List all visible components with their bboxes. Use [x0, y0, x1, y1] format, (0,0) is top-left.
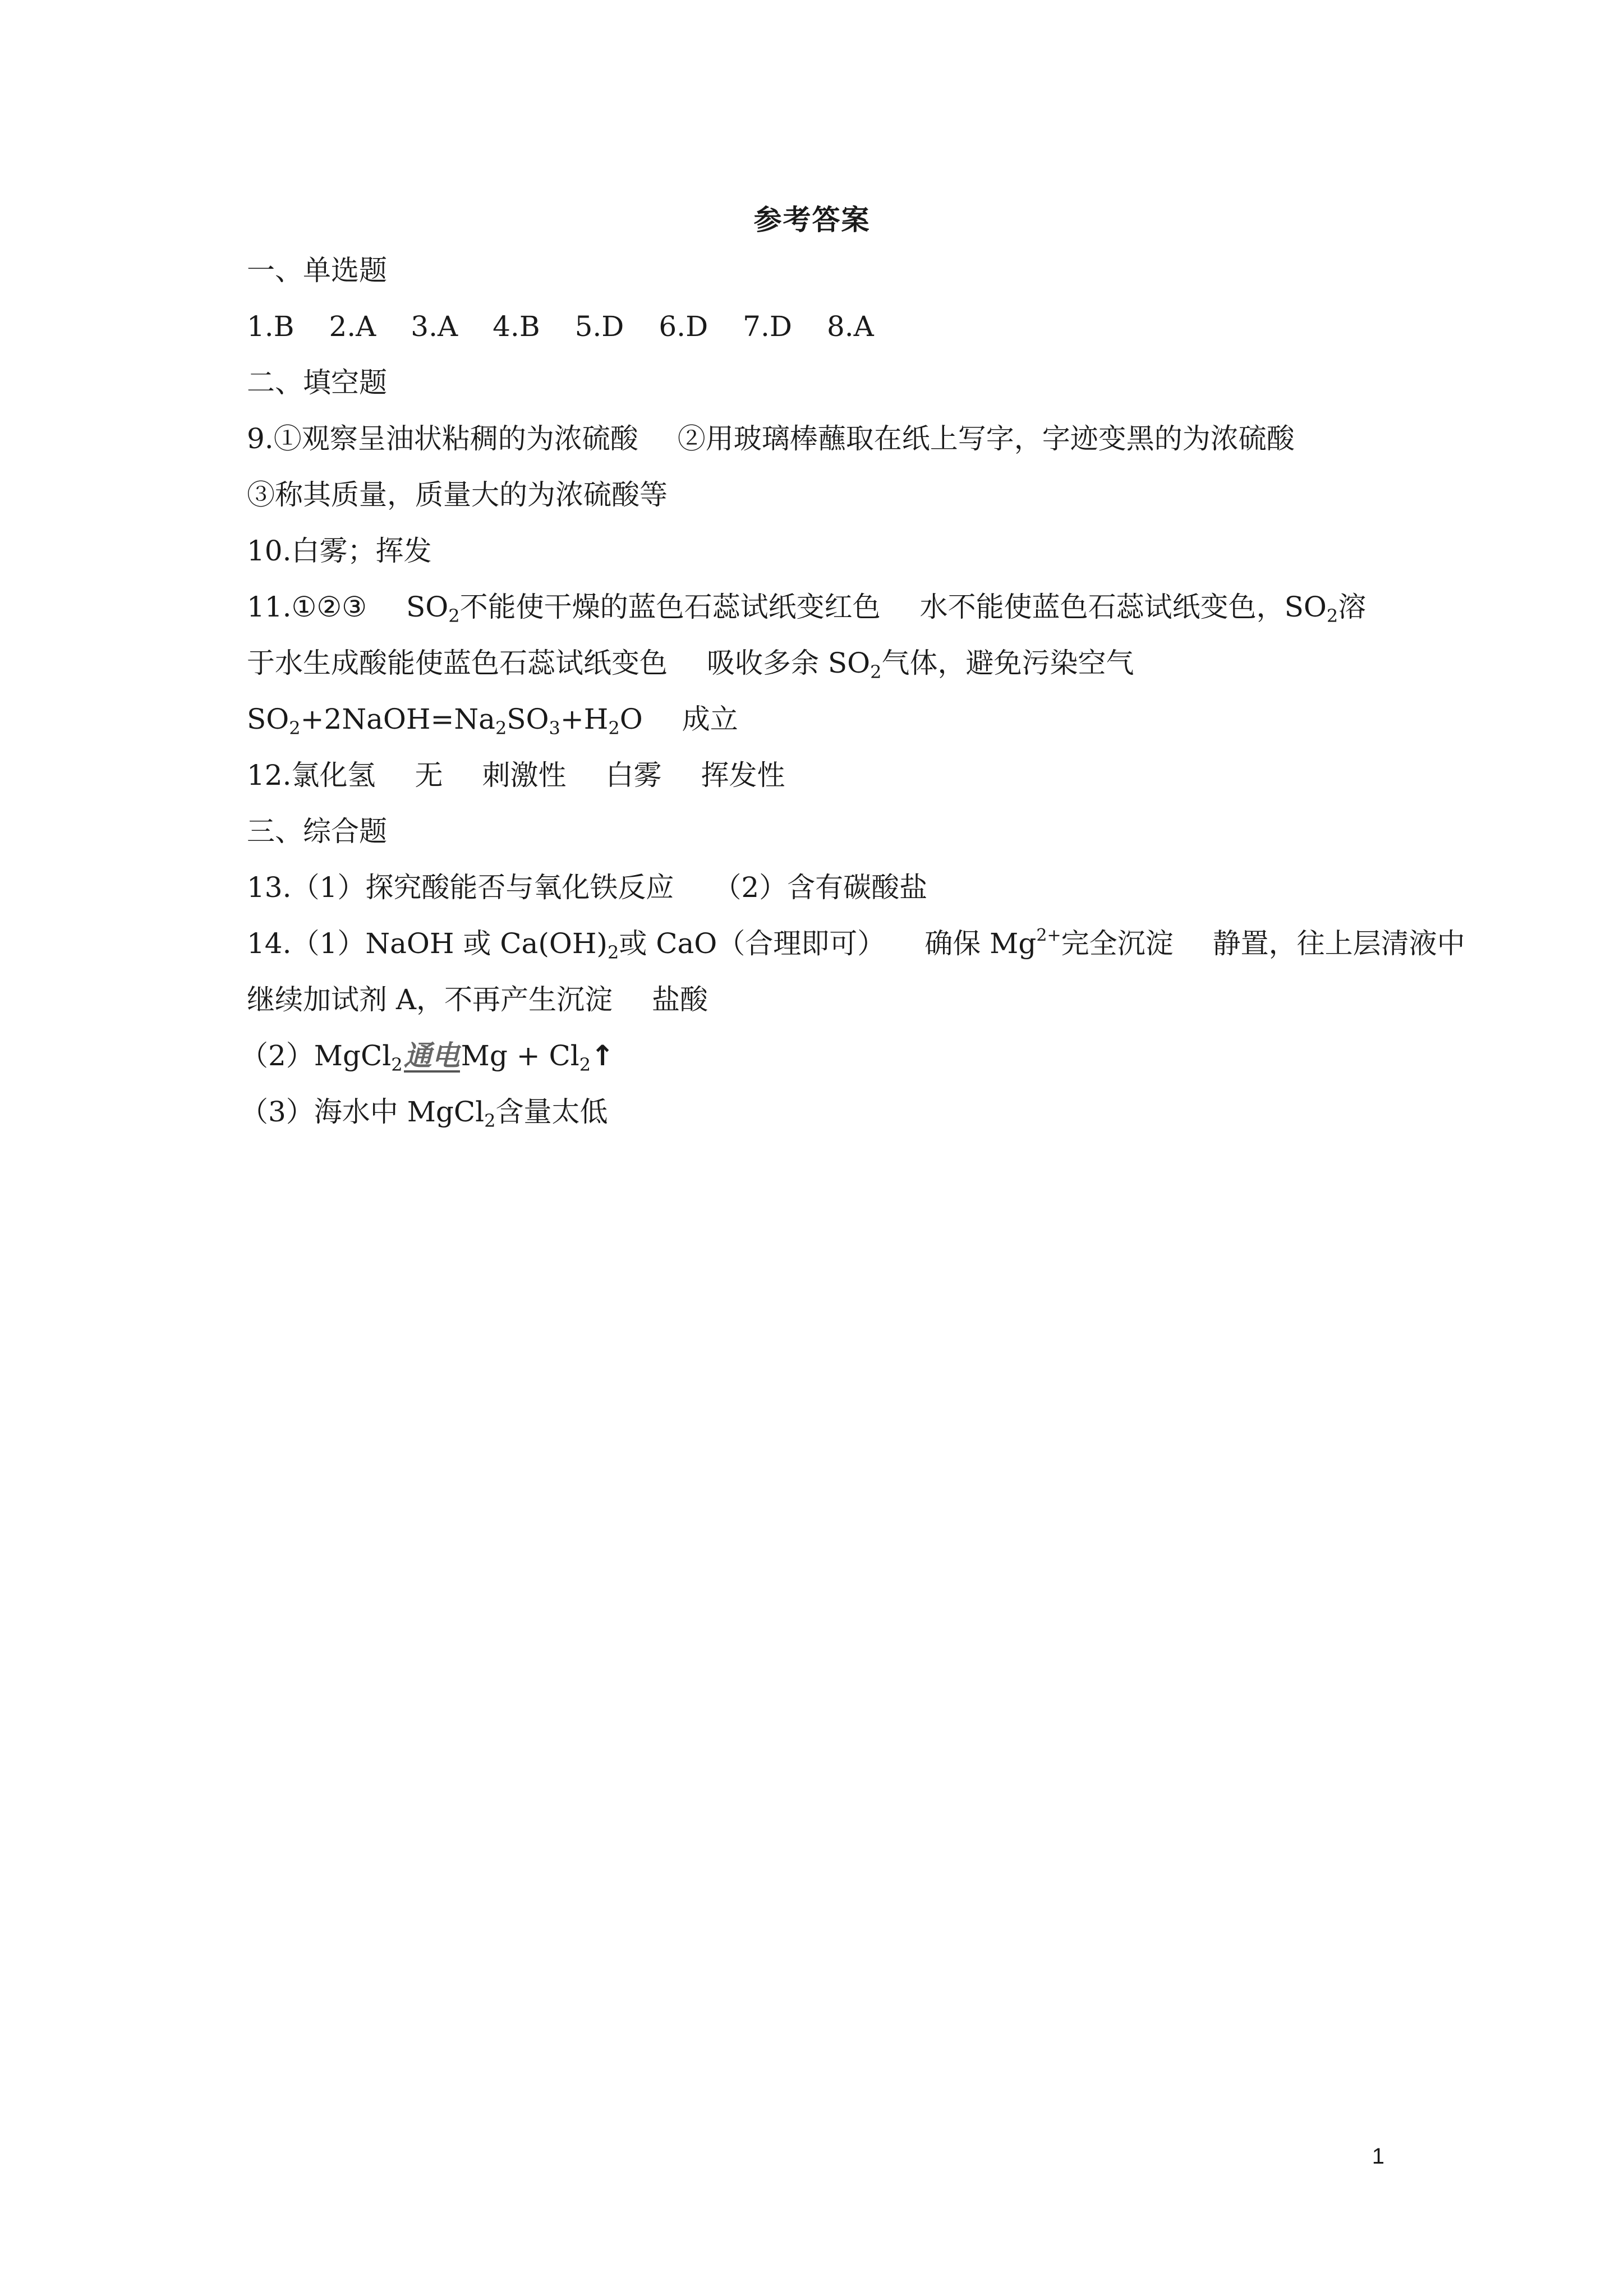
- answer-9-line-2: ③称其质量，质量大的为浓硫酸等: [247, 478, 668, 511]
- answer-11-equation: $SO_2+2NaOH=Na_2SO_3+H_2O$ 成立: [247, 703, 738, 739]
- section-heading-single-choice: 一、单选题: [247, 254, 387, 287]
- answer-14-line-2: 继续加试剂 A，不再产生沉淀 盐酸: [247, 983, 709, 1016]
- mc-answer-3: 3.A: [411, 310, 458, 343]
- gas-up-arrow-icon: ↑: [591, 1039, 615, 1072]
- answer-14-line-1: 14.（1）NaOH 或 $Ca(OH)_2$或 CaO（合理即可） 确保 $Mg^{2+}$完全沉淀 静置，往上层清液中: [247, 926, 1465, 963]
- page-number: 1: [1372, 2144, 1384, 2169]
- mc-answer-2: 2.A: [329, 310, 376, 343]
- answer-14-part-3: （3）海水中 MgCl$_2$含量太低: [240, 1096, 608, 1131]
- answer-9-line-1: 9.①观察呈油状粘稠的为浓硫酸 ②用玻璃棒蘸取在纸上写字，字迹变黑的为浓硫酸: [247, 422, 1295, 455]
- electrolysis-condition: 通电: [403, 1039, 460, 1072]
- mc-answer-7: 7.D: [743, 310, 792, 343]
- mc-answer-8: 8.A: [826, 310, 874, 343]
- mc-answer-6: 6.D: [659, 310, 709, 343]
- answer-10: 10.白雾；挥发: [247, 535, 432, 567]
- answer-12: 12.氯化氢 无 刺激性 白雾 挥发性: [247, 759, 785, 792]
- section-heading-comprehensive: 三、综合题: [247, 815, 387, 848]
- mc-answer-5: 5.D: [574, 310, 624, 343]
- mc-answer-row: [247, 310, 909, 343]
- answer-11-line-1: 11.①②③ $SO_2$不能使干燥的蓝色石蕊试纸变红色 水不能使蓝色石蕊试纸变色，$SO_2$溶: [247, 591, 1367, 627]
- page-title: 参考答案: [753, 203, 871, 236]
- answer-13: 13.（1）探究酸能否与氧化铁反应 （2）含有碳酸盐: [247, 871, 928, 904]
- section-heading-fill-blank: 二、填空题: [247, 366, 387, 399]
- answer-14-part-2: （2）MgCl$_2$通电$Mg + Cl_2↑$: [240, 1039, 615, 1075]
- mc-answer-4: 4.B: [493, 310, 540, 343]
- answer-11-line-2: 于水生成酸能使蓝色石蕊试纸变色 吸收多余 $SO_2$气体，避免污染空气: [247, 647, 1134, 683]
- mc-answer-1: 1.B: [247, 310, 295, 343]
